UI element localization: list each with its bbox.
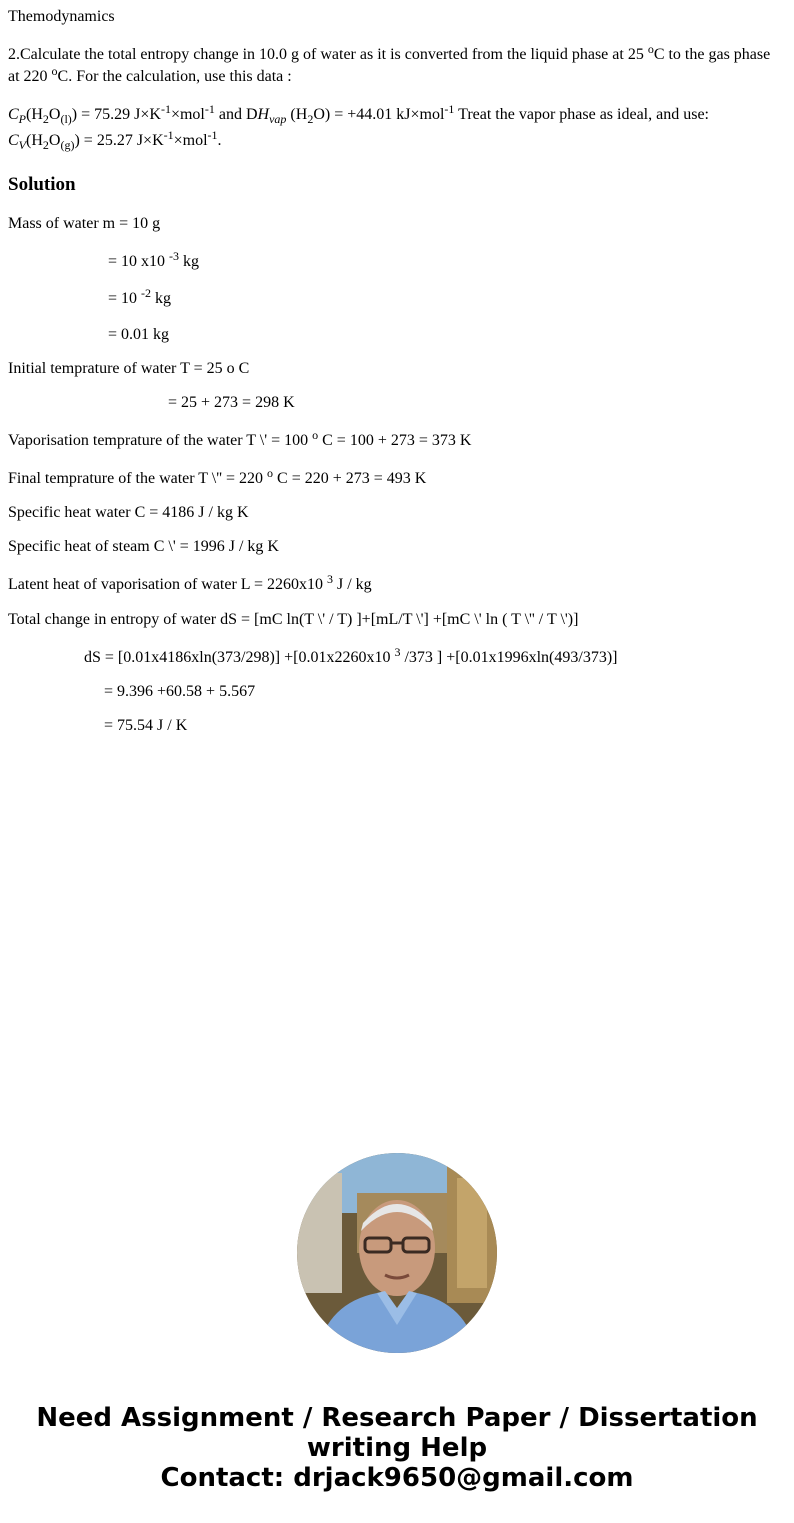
author-avatar (297, 1153, 497, 1353)
final-temp-line: Final temprature of the water T \'' = 220 $^o$ C = 220 + 273 = 493 K (8, 466, 427, 487)
mass-line: Mass of water m = 10 g (8, 215, 161, 232)
footer-banner (0, 1403, 794, 1493)
initial-temp-kelvin: = 25 + 273 = 298 K (168, 394, 295, 411)
mass-step-1: = 10 x10 $^{-3}$ kg (108, 249, 200, 270)
entropy-result: = 75.54 J / K (104, 717, 188, 734)
vaporisation-temp-line: Vaporisation temprature of the water T \' = 100 $^o$ C = 100 + 273 = 373 K (8, 428, 472, 449)
topic-title: Themodynamics (8, 8, 115, 25)
mass-step-3: = 0.01 kg (108, 326, 170, 343)
latent-heat-line: Latent heat of vaporisation of water L = 2260x10 $^3$ J / kg (8, 572, 372, 593)
author-photo-icon (297, 1153, 497, 1353)
mass-step-2: = 10 $^{-2}$ kg (108, 286, 172, 307)
total-entropy-formula: Total change in entropy of water dS = [mC ln(T \' / T) ]+[mL/T \'] +[mC \' ln ( T \'' / T \')] (8, 611, 579, 628)
specific-heat-water: Specific heat water C = 4186 J / kg K (8, 504, 249, 521)
question-paragraph: 2.Calculate the total entropy change in 10.0 g of water as it is converted from the liquid phase at 25 $^o$C to the gas phase at 220 $^o$C. For the calculation, use this data : (8, 42, 771, 85)
footer-contact: Contact: drjack9650@gmail.com (160, 1463, 634, 1493)
specific-heat-steam: Specific heat of steam C \' = 1996 J / kg K (8, 538, 279, 555)
entropy-sum: = 9.396 +60.58 + 5.567 (104, 683, 256, 700)
footer-line-2: writing Help (306, 1433, 488, 1463)
question-data: $C_P(H_2O_{(l)}) = 75.29$ $J\times K^{-1}\times mol^{-1}$ and $DH_{vap}$ $(H_2O) = +44.01$ kJ×mol$^{-1}$ Treat the vapor phase as ideal, and use: $C_V(H_2O_{(g)}) = 25.27$ $J\times K^{-1}\times mol^{-1}$. (8, 102, 709, 152)
entropy-substitution: dS = [0.01x4186xln(373/298)] +[0.01x2260x10 $^3$ /373 ] +[0.01x1996xln(493/373)] (84, 645, 618, 666)
solution-heading: Solution (8, 174, 76, 195)
footer-line-1: Need Assignment / Research Paper / Dissertation (36, 1403, 758, 1433)
initial-temp-line: Initial temprature of water T = 25 o C (8, 360, 250, 377)
